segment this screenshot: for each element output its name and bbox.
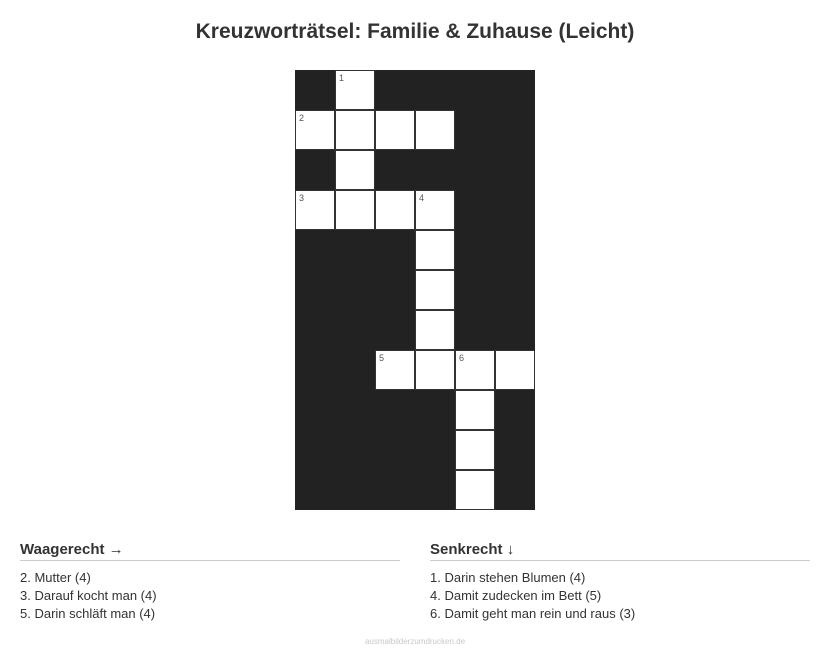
grid-cell[interactable]	[295, 190, 335, 230]
grid-cell[interactable]	[415, 270, 455, 310]
grid-cell[interactable]	[415, 230, 455, 270]
grid-cell[interactable]	[335, 190, 375, 230]
crossword-grid	[295, 70, 535, 510]
grid-cell[interactable]	[415, 190, 455, 230]
puzzle-title: Kreuzworträtsel: Familie & Zuhause (Leicht)	[195, 20, 635, 43]
down-clue: 1. Darin stehen Blumen (4)	[430, 570, 586, 585]
across-clue: 5. Darin schläft man (4)	[20, 606, 156, 621]
grid-cell[interactable]	[335, 110, 375, 150]
down-heading: Senkrecht ↓	[430, 541, 810, 561]
across-clues	[20, 541, 400, 623]
grid-cell[interactable]	[415, 350, 455, 390]
grid-cell[interactable]	[295, 110, 335, 150]
across-clue: 2. Mutter (4)	[20, 570, 91, 585]
grid-cell[interactable]	[375, 350, 415, 390]
grid-cell[interactable]	[495, 350, 535, 390]
down-clue: 6. Damit geht man rein und raus (3)	[430, 606, 636, 621]
grid-cell[interactable]	[455, 470, 495, 510]
clue-number: 4	[419, 193, 425, 203]
grid-cell[interactable]	[375, 110, 415, 150]
across-heading: Waagerecht →	[20, 541, 400, 561]
footer-watermark: ausmalbilderzumdrucken.de	[364, 637, 466, 646]
clue-number: 6	[459, 353, 465, 363]
grid-cell[interactable]	[455, 430, 495, 470]
grid-cell[interactable]	[375, 190, 415, 230]
down-clues	[430, 541, 810, 623]
grid-cell[interactable]	[415, 110, 455, 150]
grid-cell[interactable]	[335, 70, 375, 110]
clue-number: 2	[299, 113, 305, 123]
clue-number: 3	[299, 193, 305, 203]
grid-cell[interactable]	[455, 390, 495, 430]
down-clue: 4. Damit zudecken im Bett (5)	[430, 588, 602, 603]
grid-cell[interactable]	[415, 310, 455, 350]
grid-cell[interactable]	[335, 150, 375, 190]
grid-cell[interactable]	[455, 350, 495, 390]
clue-number: 1	[339, 73, 345, 83]
across-clue: 3. Darauf kocht man (4)	[20, 588, 157, 603]
clue-number: 5	[379, 353, 385, 363]
